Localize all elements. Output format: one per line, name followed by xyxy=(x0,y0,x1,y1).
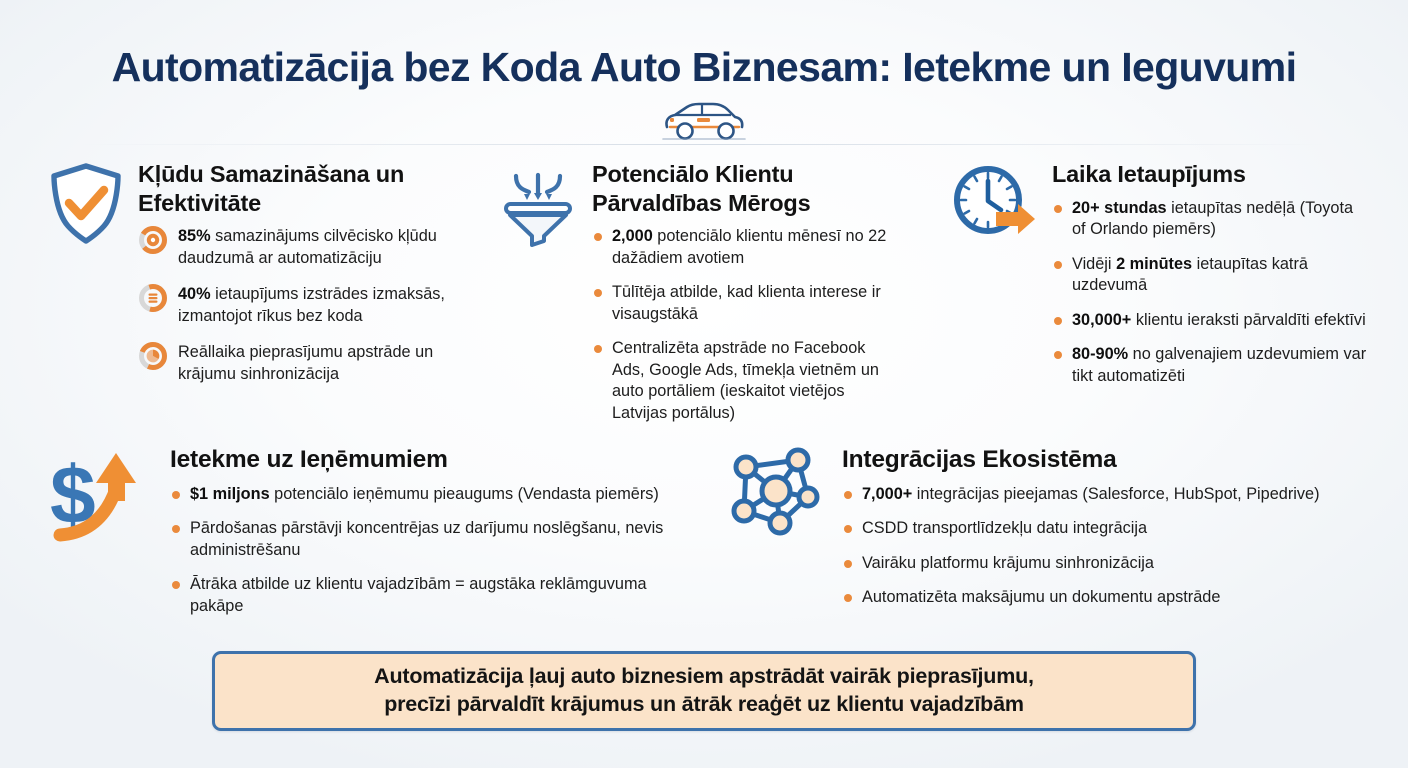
section-lead-management xyxy=(498,160,898,424)
bullet-dot-icon xyxy=(1054,261,1062,269)
bullet-dot-icon xyxy=(172,525,180,533)
page-title: Automatizācija bez Koda Auto Biznesam: Ietekme un Ieguvumi xyxy=(111,44,1297,90)
list-item: 20+ stundas ietaupītas nedēļā (Toyota of Orlando piemērs) xyxy=(1052,198,1370,241)
section-heading: Integrācijas Ekosistēma xyxy=(842,446,1117,473)
section-body xyxy=(1052,160,1370,387)
bullet-dot-icon xyxy=(594,345,602,353)
coins-donut-icon xyxy=(138,283,168,313)
list-item: Centralizēta apstrāde no Facebook Ads, Google Ads, tīmekļa vietnēm un auto portāliem (ieskaitot vietējos Latvijas portālus) xyxy=(592,338,898,424)
summary-line-2: precīzi pārvaldīt krājumus un ātrāk reaģēt uz klientu vajadzībām xyxy=(384,692,1024,716)
bullet-dot-icon xyxy=(594,233,602,241)
shield-check-icon xyxy=(48,160,124,251)
section-body xyxy=(170,445,704,617)
bullet-dot-icon xyxy=(844,594,852,602)
list-item: 7,000+ integrācijas pieejamas (Salesforce, HubSpot, Pipedrive) xyxy=(842,484,1348,506)
list-item: 2,000 potenciālo klientu mēnesī no 22 dažādiem avotiem xyxy=(592,226,898,269)
summary-banner xyxy=(212,651,1196,731)
bullet-list xyxy=(842,484,1348,609)
section-integration-ecosystem xyxy=(728,445,1348,609)
bullet-dot-icon xyxy=(172,581,180,589)
list-item xyxy=(138,284,478,327)
section-heading: Laika Ietaupījums xyxy=(1052,161,1246,187)
list-item: CSDD transportlīdzekļu datu integrācija xyxy=(842,518,1348,540)
section-revenue-impact xyxy=(44,445,704,617)
network-nodes-icon xyxy=(728,445,828,544)
list-item-text: 85% samazinājums cilvēcisko kļūdu daudzumā ar automatizāciju xyxy=(178,227,437,267)
car-icon xyxy=(661,100,747,142)
list-item: Pārdošanas pārstāvji koncentrējas uz darījumu noslēgšanu, nevis administrēšanu xyxy=(170,518,704,561)
list-item-text: Reāllaika pieprasījumu apstrāde un krājumu sinhronizācija xyxy=(178,343,434,383)
svg-text:$: $ xyxy=(50,450,96,541)
section-error-reduction xyxy=(48,160,478,385)
summary-banner-text xyxy=(358,663,1050,718)
bullet-dot-icon xyxy=(1054,351,1062,359)
clock-arrow-icon xyxy=(950,160,1038,251)
list-item: 30,000+ klientu ieraksti pārvaldīti efektīvi xyxy=(1052,310,1370,332)
list-item: Automatizēta maksājumu un dokumentu apstrāde xyxy=(842,587,1348,609)
funnel-icon xyxy=(498,160,578,253)
section-heading: Ietekme uz Ieņēmumiem xyxy=(170,446,448,473)
list-item: 80-90% no galvenajiem uzdevumiem var tikt automatizēti xyxy=(1052,344,1370,387)
header-car-icon-wrap xyxy=(0,100,1408,147)
list-item: Vidēji 2 minūtes ietaupītas katrā uzdevumā xyxy=(1052,254,1370,297)
summary-line-1: Automatizācija ļauj auto biznesiem apstrādāt vairāk pieprasījumu, xyxy=(374,664,1034,689)
header-divider xyxy=(79,144,1329,145)
section-body xyxy=(592,160,898,424)
list-item: Ātrāka atbilde uz klientu vajadzībām = augstāka reklāmguvuma pakāpe xyxy=(170,574,704,617)
gear-donut-icon xyxy=(138,225,168,255)
list-item xyxy=(138,226,478,269)
section-heading: Kļūdu Samazināšana un Efektivitāte xyxy=(138,161,405,216)
bullet-list xyxy=(1052,198,1370,388)
bullet-dot-icon xyxy=(1054,205,1062,213)
bullet-list xyxy=(592,226,898,424)
section-heading: Potenciālo Klientu Pārvaldības Mērogs xyxy=(592,161,811,216)
list-item: Tūlītēja atbilde, kad klienta interese ir visaugstākā xyxy=(592,282,898,325)
list-item-text: 40% ietaupījums izstrādes izmaksās, izmantojot rīkus bez koda xyxy=(178,285,445,325)
bullet-dot-icon xyxy=(1054,317,1062,325)
chart-donut-icon xyxy=(138,341,168,371)
section-time-savings xyxy=(950,160,1370,387)
bullet-list xyxy=(170,484,704,618)
list-item: $1 miljons potenciālo ieņēmumu pieaugums (Vendasta piemērs) xyxy=(170,484,704,506)
section-body xyxy=(138,160,478,385)
dollar-growth-icon xyxy=(44,445,156,548)
list-item xyxy=(138,342,478,385)
bullet-list xyxy=(138,226,478,385)
bullet-dot-icon xyxy=(844,560,852,568)
bullet-dot-icon xyxy=(172,491,180,499)
bullet-dot-icon xyxy=(594,289,602,297)
bullet-dot-icon xyxy=(844,491,852,499)
bullet-dot-icon xyxy=(844,525,852,533)
list-item: Vairāku platformu krājumu sinhronizācija xyxy=(842,553,1348,575)
section-body xyxy=(842,445,1348,609)
